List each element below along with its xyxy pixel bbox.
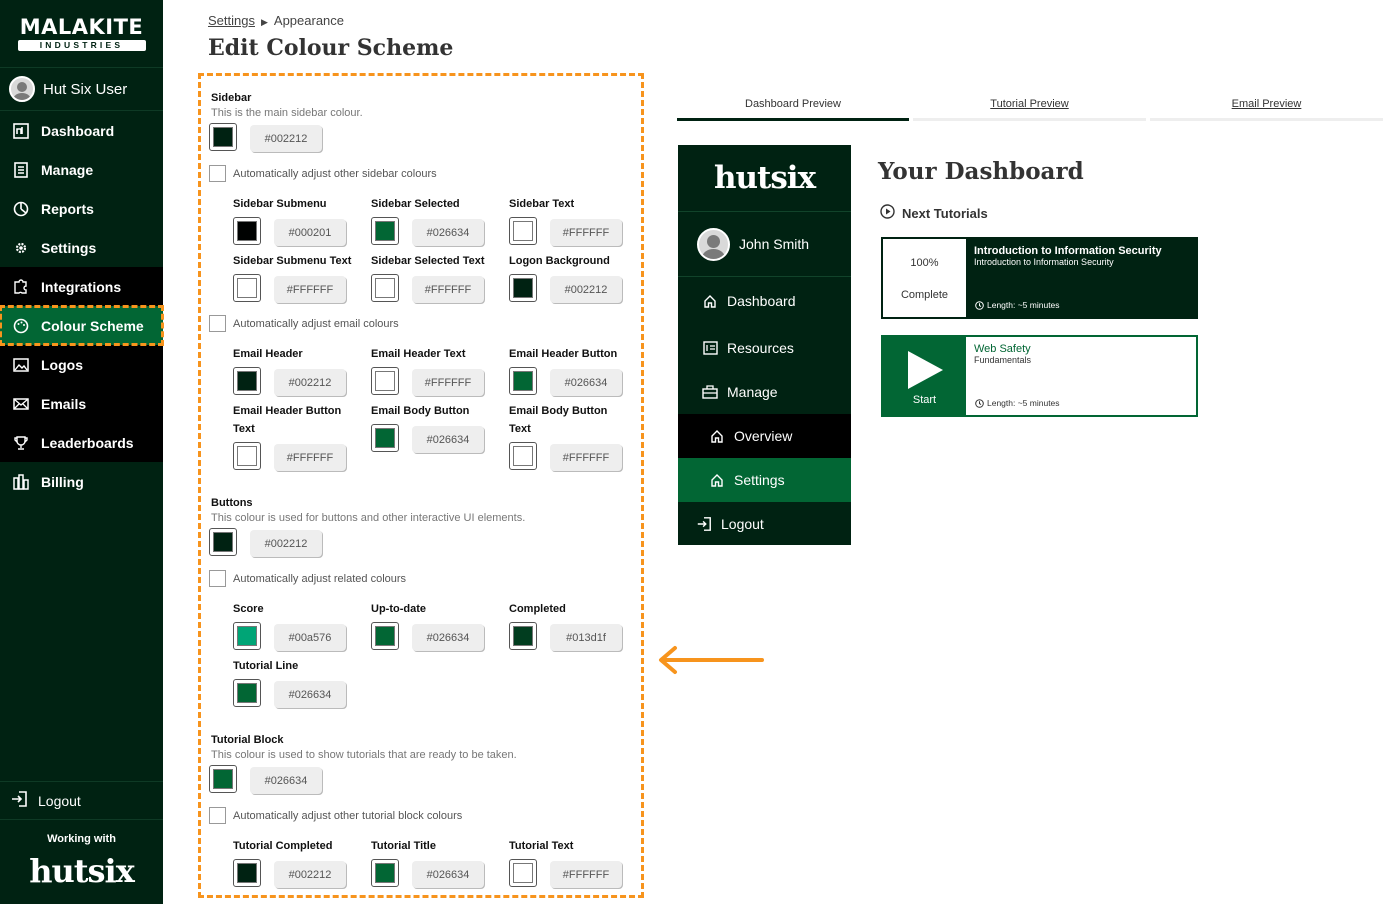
sidebar-item-label: Manage: [41, 161, 94, 178]
color-swatch[interactable]: [371, 622, 399, 650]
section-title: Sidebar: [211, 92, 252, 104]
logo-text: MALAKITE: [19, 15, 144, 39]
field-label: Sidebar Submenu: [233, 198, 327, 210]
checkbox[interactable]: [209, 570, 226, 587]
field-label: Email Header Button: [509, 348, 618, 360]
hex-input[interactable]: #026634: [412, 861, 484, 888]
company-logo[interactable]: [0, 0, 163, 68]
bar-chart-icon: [12, 473, 30, 491]
preview-nav-manage: [678, 370, 851, 414]
preview-nav-overview: [678, 414, 851, 458]
preview-user: [678, 212, 851, 277]
dashboard-icon: [12, 122, 30, 140]
section-description: This colour is used for buttons and other interactive UI elements.: [211, 512, 526, 524]
hex-input[interactable]: #000201: [274, 219, 346, 246]
auto-adjust-sidebar-checkbox[interactable]: [209, 165, 437, 182]
tutorial-card-completed: [881, 237, 1198, 319]
field-label: Email Body Button Text: [509, 405, 608, 435]
list-icon: [12, 161, 30, 179]
color-swatch[interactable]: [509, 217, 537, 245]
field-label: Score: [233, 603, 264, 615]
field-label: Tutorial Text: [509, 840, 574, 852]
field-label: Email Body Button: [371, 405, 470, 417]
checkbox-label: Automatically adjust related colours: [233, 572, 407, 585]
tutorial-card-start: [881, 335, 1198, 417]
auto-adjust-email-checkbox[interactable]: [209, 315, 399, 332]
color-swatch[interactable]: [209, 765, 237, 793]
section-description: This is the main sidebar colour.: [211, 107, 363, 119]
breadcrumb: [208, 13, 344, 28]
section-description: This colour is used to show tutorials that are ready to be taken.: [211, 749, 517, 761]
puzzle-icon: [12, 278, 30, 296]
preview-nav-label: Overview: [734, 428, 793, 444]
hex-input[interactable]: #026634: [274, 681, 346, 708]
section-title: Buttons: [211, 497, 253, 509]
trophy-icon: [12, 434, 30, 452]
sidebar-item-label: Settings: [41, 239, 97, 256]
color-swatch[interactable]: [509, 442, 537, 470]
hex-input[interactable]: #00a576: [274, 624, 346, 651]
field-label: Completed: [509, 603, 566, 615]
sidebar-item-manage[interactable]: [0, 150, 163, 189]
colour-form: [198, 73, 644, 898]
logout-label: Logout: [38, 792, 81, 809]
next-tutorials-label: Next Tutorials: [902, 205, 988, 221]
field-label: Tutorial Completed: [233, 840, 333, 852]
palette-icon: [12, 317, 30, 335]
clock-icon: [975, 399, 984, 408]
sidebar-item-leaderboards[interactable]: [0, 423, 163, 462]
sidebar-item-label: Billing: [41, 473, 84, 490]
sidebar-item-label: Reports: [41, 200, 94, 217]
sidebar-item-label: Leaderboards: [41, 434, 134, 451]
checkbox-label: Automatically adjust email colours: [233, 317, 399, 330]
briefcase-icon: [702, 385, 718, 399]
preview-logo: [678, 145, 851, 212]
tutorial-info: [966, 337, 1196, 415]
tutorial-length: [975, 398, 1060, 408]
hex-input[interactable]: #FFFFFF: [412, 369, 484, 396]
hex-input[interactable]: #FFFFFF: [550, 861, 622, 888]
color-swatch[interactable]: [233, 367, 261, 395]
field-label: Sidebar Submenu Text: [233, 255, 352, 267]
resources-icon: [702, 341, 718, 355]
color-swatch[interactable]: [509, 367, 537, 395]
sidebar-item-label: Dashboard: [41, 122, 115, 139]
powered-by: [0, 820, 163, 904]
image-icon: [12, 356, 30, 374]
hex-input[interactable]: #026634: [412, 219, 484, 246]
field-label: Sidebar Selected Text: [371, 255, 485, 267]
hex-input[interactable]: #FFFFFF: [550, 219, 622, 246]
sidebar-item-billing[interactable]: [0, 462, 163, 501]
tab-divider: [1150, 118, 1383, 121]
hex-input[interactable]: #002212: [550, 276, 622, 303]
sidebar-item-integrations[interactable]: [0, 267, 163, 306]
tutorial-length: [975, 300, 1060, 310]
clock-icon: [975, 301, 984, 310]
tutorial-subtitle: Fundamentals: [974, 355, 1032, 365]
checkbox[interactable]: [209, 807, 226, 824]
preview-nav-settings: [678, 458, 851, 502]
user-profile[interactable]: [0, 68, 163, 111]
hex-input[interactable]: #002212: [250, 125, 322, 152]
color-swatch[interactable]: [233, 442, 261, 470]
tutorial-info: [966, 239, 1196, 317]
color-swatch[interactable]: [233, 859, 261, 887]
preview-nav-label: Manage: [727, 384, 778, 400]
checkbox[interactable]: [209, 315, 226, 332]
color-swatch[interactable]: [233, 679, 261, 707]
home-icon: [709, 473, 725, 487]
sidebar-item-colour-scheme[interactable]: [0, 306, 163, 345]
tutorial-title: Introduction to Information Security: [974, 245, 1162, 257]
home-icon: [702, 294, 718, 308]
color-swatch[interactable]: [209, 123, 237, 151]
tab-dashboard-preview[interactable]: Dashboard Preview: [745, 98, 841, 110]
checkbox-label: Automatically adjust other sidebar colours: [233, 167, 437, 180]
tutorial-length-text: Length: ~5 minutes: [987, 300, 1060, 310]
tab-tutorial-preview[interactable]: Tutorial Preview: [990, 98, 1069, 110]
field-label: Sidebar Text: [509, 198, 575, 210]
working-with-text: Working with: [47, 833, 116, 845]
avatar-icon: [9, 76, 35, 102]
tab-email-preview[interactable]: Email Preview: [1231, 98, 1302, 110]
breadcrumb-settings-link[interactable]: Settings: [208, 13, 255, 28]
field-label: Email Header Button Text: [233, 405, 342, 435]
color-swatch[interactable]: [233, 217, 261, 245]
color-swatch[interactable]: [233, 622, 261, 650]
field-label: Email Header Text: [371, 348, 466, 360]
field-label: Email Header: [233, 348, 303, 360]
color-swatch[interactable]: [233, 274, 261, 302]
breadcrumb-separator-icon: ▶: [260, 17, 268, 27]
color-swatch[interactable]: [509, 274, 537, 302]
hex-input[interactable]: #026634: [550, 369, 622, 396]
tutorial-percent: 100%: [910, 257, 939, 269]
preview-nav-label: Logout: [721, 516, 764, 532]
tutorial-start-label: Start: [912, 394, 937, 406]
hex-input[interactable]: #026634: [412, 624, 484, 651]
preview-nav-dashboard: [678, 279, 851, 323]
color-swatch[interactable]: [371, 424, 399, 452]
tutorial-start-block: [883, 337, 966, 415]
gear-icon: [12, 239, 30, 257]
preview-sidebar: [678, 145, 851, 545]
hex-input[interactable]: #FFFFFF: [274, 276, 346, 303]
field-label: Sidebar Selected: [371, 198, 460, 210]
next-tutorials-heading: [880, 204, 988, 222]
preview-title: Your Dashboard: [878, 158, 1084, 185]
sidebar-item-logos[interactable]: [0, 345, 163, 384]
play-icon: [906, 350, 944, 390]
hex-input[interactable]: #FFFFFF: [550, 444, 622, 471]
preview-nav-logout: [678, 502, 851, 546]
logo-subtext: INDUSTRIES: [18, 40, 146, 51]
logout-icon: [696, 516, 712, 532]
logout-icon: [10, 790, 28, 811]
field-label: Tutorial Line: [233, 660, 299, 672]
preview-nav-label: Resources: [727, 340, 794, 356]
tutorial-status: Complete: [900, 289, 949, 301]
field-label: Up-to-date: [371, 603, 426, 615]
sidebar-item-label: Colour Scheme: [41, 317, 144, 334]
preview-user-name: John Smith: [739, 236, 810, 252]
tutorial-progress: [883, 239, 966, 317]
auto-adjust-related-checkbox[interactable]: [209, 570, 406, 587]
tutorial-title: Web Safety: [974, 343, 1031, 355]
hutsix-logo: hutsix: [29, 852, 134, 890]
envelope-icon: [12, 395, 30, 413]
hex-input[interactable]: #002212: [274, 369, 346, 396]
hex-input[interactable]: #FFFFFF: [412, 276, 484, 303]
hex-input[interactable]: #002212: [250, 530, 322, 557]
hex-input[interactable]: #026634: [250, 767, 322, 794]
pointer-arrow-icon: [655, 643, 767, 679]
sidebar: [0, 0, 163, 904]
field-label: Logon Background: [509, 255, 610, 267]
preview-nav-label: Dashboard: [727, 293, 796, 309]
hex-input[interactable]: #FFFFFF: [274, 444, 346, 471]
sidebar-item-reports[interactable]: [0, 189, 163, 228]
section-title: Tutorial Block: [211, 734, 284, 746]
hex-input[interactable]: #013d1f: [550, 624, 622, 651]
active-tab-indicator: [677, 118, 909, 121]
tab-divider: [913, 118, 1146, 121]
color-swatch[interactable]: [209, 528, 237, 556]
hutsix-logo: hutsix: [713, 160, 816, 196]
user-name: Hut Six User: [43, 80, 128, 98]
field-label: Tutorial Title: [371, 840, 436, 852]
play-circle-icon: [880, 204, 895, 222]
tutorial-subtitle: Introduction to Information Security: [974, 257, 1114, 267]
sidebar-item-label: Integrations: [41, 278, 122, 295]
checkbox[interactable]: [209, 165, 226, 182]
hex-input[interactable]: #026634: [412, 426, 484, 453]
color-swatch[interactable]: [371, 367, 399, 395]
color-swatch[interactable]: [509, 859, 537, 887]
hex-input[interactable]: #002212: [274, 861, 346, 888]
color-swatch[interactable]: [371, 217, 399, 245]
page-title: Edit Colour Scheme: [208, 35, 454, 61]
sidebar-item-emails[interactable]: [0, 384, 163, 423]
color-swatch[interactable]: [371, 859, 399, 887]
sidebar-item-label: Logos: [41, 356, 83, 373]
breadcrumb-current: Appearance: [273, 13, 345, 28]
sidebar-item-dashboard[interactable]: [0, 111, 163, 150]
pie-chart-icon: [12, 200, 30, 218]
tutorial-length-text: Length: ~5 minutes: [987, 398, 1060, 408]
sidebar-item-label: Emails: [41, 395, 87, 412]
preview-nav-resources: [678, 326, 851, 370]
home-icon: [709, 429, 725, 443]
color-swatch[interactable]: [509, 622, 537, 650]
logout-button[interactable]: [0, 781, 163, 820]
checkbox-label: Automatically adjust other tutorial block colours: [233, 809, 463, 822]
preview-nav-label: Settings: [734, 472, 785, 488]
avatar-icon: [697, 228, 730, 261]
auto-adjust-tutorial-checkbox[interactable]: [209, 807, 462, 824]
color-swatch[interactable]: [371, 274, 399, 302]
sidebar-item-settings[interactable]: [0, 228, 163, 267]
